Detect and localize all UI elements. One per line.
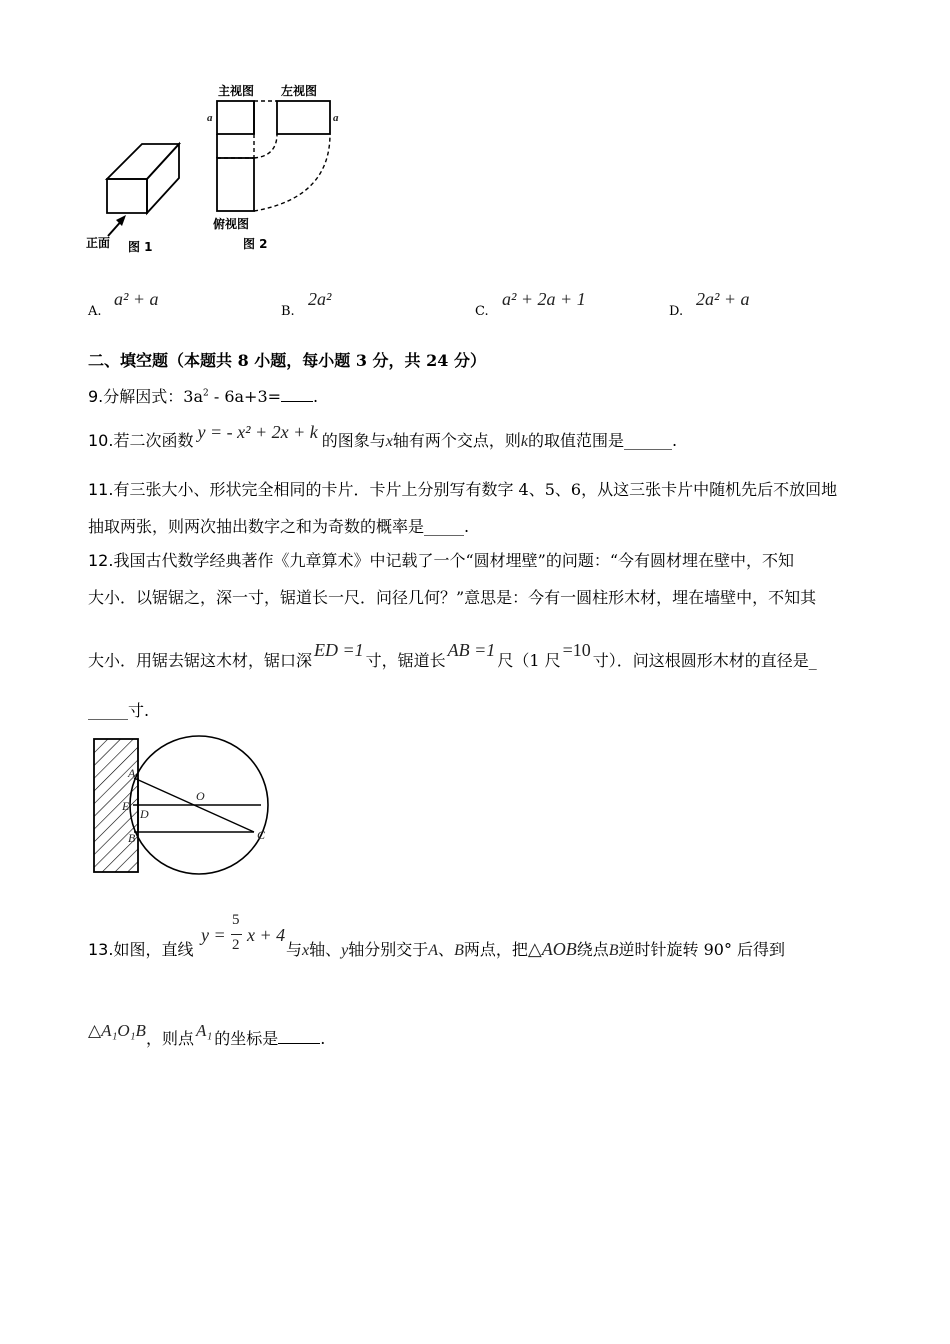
front-arrow-icon	[108, 215, 126, 236]
q10-mid3: 的取值范围是	[528, 431, 625, 450]
q10-end: .	[672, 431, 678, 450]
caption-figure-2: 图 2	[243, 237, 268, 251]
question-12-line-1	[88, 548, 794, 571]
fig3-label-c: C	[257, 828, 266, 842]
option-b-letter: B.	[281, 304, 295, 319]
question-9	[88, 384, 318, 407]
q13-frac-den: 2	[232, 937, 240, 953]
q13-l2b: 的坐标是	[214, 1029, 279, 1048]
q12-l3-blank: _	[808, 651, 817, 670]
q13-b: B	[454, 942, 464, 959]
q12-line1: 我国古代数学经典著作《九章算术》中记载了一个“圆材埋壁”的问题：“今有圆材埋在壁中，不知	[113, 551, 794, 570]
fig3-label-d: D	[140, 807, 149, 821]
q12-line2: 大小．以锯锯之，深一寸，锯道长一尺．问径几何？”意思是：今有一圆柱形木材，埋在墙壁中，不知其	[88, 588, 817, 607]
three-views-drawing	[217, 101, 330, 211]
q13-mid6: 逆时针旋转 90° 后得到	[618, 940, 786, 959]
q13-mid4: 两点，把	[463, 940, 528, 959]
q13-sep: 、	[438, 940, 455, 959]
q13-eq-x: x + 4	[247, 925, 286, 945]
q13-answer-blank	[278, 1029, 320, 1044]
fig3-label-e: E	[122, 799, 130, 813]
q13-eq-y: y =	[201, 925, 226, 945]
label-front-face: 正面	[86, 236, 111, 250]
q13-number: 13.	[88, 940, 114, 959]
q13-mid3: 轴分别交于	[348, 940, 429, 959]
q10-k: k	[520, 433, 529, 450]
q9-number: 9.	[88, 387, 104, 406]
q13-yvar: y	[341, 942, 349, 959]
question-12-line-3	[88, 640, 817, 671]
question-11-line-1	[88, 477, 837, 500]
q12-number: 12.	[88, 551, 114, 570]
q12-l4-end: 寸.	[128, 701, 150, 720]
q10-mid1: 的图象与	[321, 431, 386, 450]
q12-l3d: 寸）．问这根圆形木材的直径是	[592, 651, 809, 670]
circle-wall-figure	[88, 733, 278, 878]
q13-mid5: 绕点	[576, 940, 609, 959]
q12-expr-ab: AB =1	[447, 640, 496, 660]
q11-number: 11.	[88, 480, 114, 499]
q13-x: x	[302, 942, 310, 959]
q13-a: A	[428, 942, 439, 959]
q12-l3a: 大小．用锯去锯这木材，锯口深	[88, 651, 313, 670]
fig3-label-o: O	[196, 789, 205, 803]
q13-pre: 如图，直线	[113, 940, 194, 959]
q11-line2: 抽取两张，则两次抽出数字之和为奇数的概率是	[88, 517, 425, 536]
section-2-title: 二、填空题（本题共 8 小题，每小题 3 分，共 24 分）	[88, 351, 486, 370]
question-13-line-2	[88, 1021, 326, 1049]
q13-a1: A₁	[195, 1021, 213, 1040]
question-10	[88, 422, 678, 451]
option-a-letter: A.	[88, 304, 102, 319]
q10-x: x	[385, 433, 393, 450]
q10-number: 10.	[88, 431, 114, 450]
q9-sup: 2	[203, 388, 209, 399]
q13-tri-a1o1b: △A₁O₁B	[88, 1021, 146, 1040]
q13-end: .	[320, 1029, 326, 1048]
question-13-line-1	[88, 937, 193, 960]
q13-l2a: ，则点	[145, 1029, 194, 1048]
caption-figure-1: 图 1	[128, 240, 153, 254]
q10-expr: y = - x² + 2x + k	[197, 422, 318, 442]
q12-l3c: 尺（1 尺	[497, 651, 561, 670]
q12-l4-blank: _____	[88, 701, 128, 720]
q10-blank: ______	[624, 431, 673, 450]
option-c-letter: C.	[475, 304, 489, 319]
q10-mid2: 轴有两个交点，则	[392, 431, 521, 450]
q13-frac-num: 5	[232, 912, 240, 928]
question-11-line-2	[88, 514, 469, 537]
q10-pre: 若二次函数	[113, 431, 194, 450]
label-dim-a-right: a	[333, 112, 339, 124]
q11-blank: _____	[424, 517, 465, 536]
fig3-label-b: B	[128, 831, 136, 845]
q12-expr-ed: ED =1	[314, 640, 364, 660]
wall-hatched	[94, 739, 138, 872]
q11-end: .	[464, 517, 470, 536]
q9-post: - 6a+3=	[208, 387, 282, 406]
q13-frac-bar	[231, 934, 242, 935]
label-dim-a-left: a	[207, 112, 213, 124]
option-a-expr: a² + a	[114, 289, 159, 309]
q11-line1: 有三张大小、形状完全相同的卡片．卡片上分别写有数字 4、5、6，从这三张卡片中随机先后不放回地	[113, 480, 838, 499]
fig3-label-a: A	[128, 766, 136, 780]
question-13-line-1-rest	[286, 937, 785, 960]
label-top-view: 俯视图	[213, 217, 250, 231]
three-view-figure	[80, 78, 370, 263]
label-front-view: 主视图	[218, 84, 255, 98]
q13-mid2: 轴、	[309, 940, 342, 959]
option-b-expr: 2a²	[308, 289, 332, 309]
q9-pre: 分解因式：3a	[103, 387, 203, 406]
q13-tri-aob: △AOB	[527, 939, 577, 959]
question-12-line-2	[88, 585, 816, 608]
label-left-view: 左视图	[281, 84, 318, 98]
q12-expr-10: =10	[562, 640, 591, 660]
option-c-expr: a² + 2a + 1	[502, 289, 586, 309]
q12-l3b: 寸，锯道长	[365, 651, 446, 670]
q13-mid1: 与	[286, 940, 303, 959]
option-d-letter: D.	[669, 304, 684, 319]
q9-answer-blank	[281, 387, 313, 402]
option-d-expr: 2a² + a	[696, 289, 750, 309]
q9-end: .	[313, 387, 319, 406]
prism-drawing	[107, 144, 179, 213]
question-12-line-4	[88, 698, 149, 721]
q13-b2: B	[608, 942, 619, 959]
